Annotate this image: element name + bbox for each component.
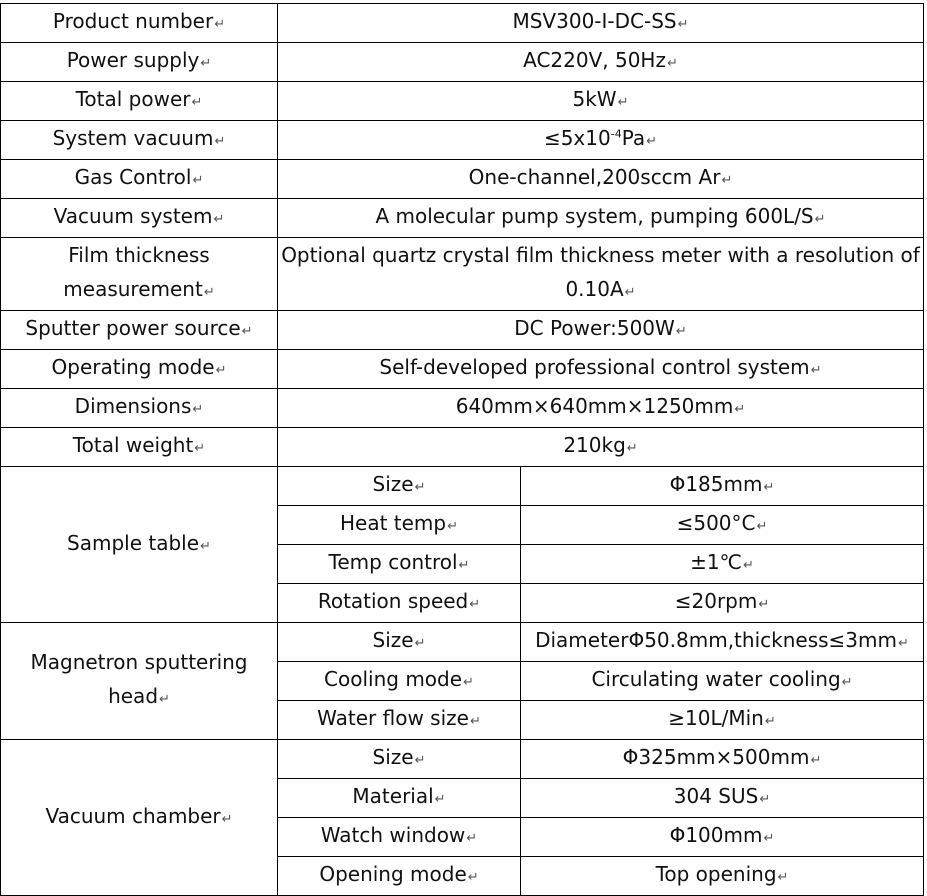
sub-label: Watch window ↵ <box>278 818 521 857</box>
paragraph-mark-icon <box>192 402 203 417</box>
paragraph-mark-icon <box>627 441 638 456</box>
paragraph-mark-icon <box>242 324 253 339</box>
paragraph-mark-icon <box>618 95 629 110</box>
paragraph-mark-icon <box>763 480 774 495</box>
paragraph-mark-icon <box>763 831 774 846</box>
sub-value: Top opening ↵ <box>521 857 924 896</box>
row-value: Self-developed professional control system ↵ <box>278 350 924 389</box>
paragraph-mark-icon <box>815 212 826 227</box>
paragraph-mark-icon <box>743 558 754 573</box>
paragraph-mark-icon <box>159 692 170 707</box>
row-label: Product number ↵ <box>1 4 278 43</box>
row-label: Gas Control ↵ <box>1 160 278 199</box>
sub-value: Φ100mm ↵ <box>521 818 924 857</box>
row-value: MSV300-I-DC-SS ↵ <box>278 4 924 43</box>
paragraph-mark-icon <box>466 831 477 846</box>
sub-label: Heat temp ↵ <box>278 506 521 545</box>
paragraph-mark-icon <box>676 324 687 339</box>
paragraph-mark-icon <box>759 792 770 807</box>
paragraph-mark-icon <box>898 636 909 651</box>
paragraph-mark-icon <box>200 539 211 554</box>
paragraph-mark-icon <box>447 519 458 534</box>
sub-value: Φ325mm×500mm ↵ <box>521 740 924 779</box>
row-label: Film thickness measurement ↵ <box>1 238 278 311</box>
sub-value: 304 SUS ↵ <box>521 779 924 818</box>
sub-label: Rotation speed ↵ <box>278 584 521 623</box>
table-row <box>1 311 924 350</box>
paragraph-mark-icon <box>214 17 225 32</box>
paragraph-mark-icon <box>204 285 215 300</box>
sub-value: ≤20rpm ↵ <box>521 584 924 623</box>
paragraph-mark-icon <box>214 134 225 149</box>
table-row <box>1 121 924 160</box>
paragraph-mark-icon <box>469 597 480 612</box>
paragraph-mark-icon <box>216 363 227 378</box>
table-row <box>1 82 924 121</box>
paragraph-mark-icon <box>734 402 745 417</box>
table-row <box>1 43 924 82</box>
sub-label: Size ↵ <box>278 467 521 506</box>
paragraph-mark-icon <box>810 753 821 768</box>
group-label-vacuum-chamber: Vacuum chamber ↵ <box>1 740 278 896</box>
sub-label: Opening mode ↵ <box>278 857 521 896</box>
paragraph-mark-icon <box>758 597 769 612</box>
paragraph-mark-icon <box>778 870 789 885</box>
row-label: Sputter power source ↵ <box>1 311 278 350</box>
paragraph-mark-icon <box>470 714 481 729</box>
sub-label: Size ↵ <box>278 740 521 779</box>
paragraph-mark-icon <box>415 753 426 768</box>
paragraph-mark-icon <box>415 480 426 495</box>
sub-value: ≥10L/Min ↵ <box>521 701 924 740</box>
sub-label: Cooling mode ↵ <box>278 662 521 701</box>
row-value: 210kg ↵ <box>278 428 924 467</box>
paragraph-mark-icon <box>468 870 479 885</box>
row-label: Total weight ↵ <box>1 428 278 467</box>
row-value: A molecular pump system, pumping 600L/S ↵ <box>278 199 924 238</box>
paragraph-mark-icon <box>678 17 689 32</box>
spec-table <box>0 3 924 896</box>
paragraph-mark-icon <box>459 558 470 573</box>
row-label: Vacuum system ↵ <box>1 199 278 238</box>
sub-label: Size ↵ <box>278 623 521 662</box>
paragraph-mark-icon <box>213 212 224 227</box>
paragraph-mark-icon <box>415 636 426 651</box>
paragraph-mark-icon <box>721 173 732 188</box>
sub-value: DiameterΦ50.8mm,thickness≤3mm ↵ <box>521 623 924 662</box>
table-row <box>1 428 924 467</box>
sub-label: Material ↵ <box>278 779 521 818</box>
row-value: AC220V, 50Hz ↵ <box>278 43 924 82</box>
paragraph-mark-icon <box>463 675 474 690</box>
table-row <box>1 4 924 43</box>
paragraph-mark-icon <box>625 285 636 300</box>
group-label-sample-table: Sample table ↵ <box>1 467 278 623</box>
table-row <box>1 389 924 428</box>
group-label-magnetron-head: Magnetron sputtering head ↵ <box>1 623 278 740</box>
row-label: System vacuum ↵ <box>1 121 278 160</box>
table-row <box>1 238 924 311</box>
paragraph-mark-icon <box>811 363 822 378</box>
paragraph-mark-icon <box>194 441 205 456</box>
table-row <box>1 350 924 389</box>
table-row <box>1 199 924 238</box>
row-label: Operating mode ↵ <box>1 350 278 389</box>
row-label: Total power ↵ <box>1 82 278 121</box>
paragraph-mark-icon <box>191 95 202 110</box>
paragraph-mark-icon <box>222 812 233 827</box>
paragraph-mark-icon <box>667 56 678 71</box>
paragraph-mark-icon <box>765 714 776 729</box>
sub-label: Water flow size ↵ <box>278 701 521 740</box>
paragraph-mark-icon <box>200 56 211 71</box>
row-value: $\le 5x10^{-4}Pa$ ↵ <box>278 121 924 160</box>
sub-value: Circulating water cooling ↵ <box>521 662 924 701</box>
paragraph-mark-icon <box>435 792 446 807</box>
row-label: Power supply ↵ <box>1 43 278 82</box>
table-row <box>1 740 924 779</box>
paragraph-mark-icon <box>842 675 853 690</box>
row-value: 5kW ↵ <box>278 82 924 121</box>
sub-value: ≤500°C ↵ <box>521 506 924 545</box>
sub-value: ±1℃ ↵ <box>521 545 924 584</box>
table-row <box>1 160 924 199</box>
sub-label: Temp control ↵ <box>278 545 521 584</box>
row-value: 640mm×640mm×1250mm ↵ <box>278 389 924 428</box>
sub-value: Φ185mm ↵ <box>521 467 924 506</box>
row-value: DC Power:500W ↵ <box>278 311 924 350</box>
paragraph-mark-icon <box>646 134 657 149</box>
paragraph-mark-icon <box>757 519 768 534</box>
row-value: One-channel,200sccm Ar ↵ <box>278 160 924 199</box>
row-label: Dimensions ↵ <box>1 389 278 428</box>
row-value: Optional quartz crystal film thickness meter with a resolution of 0.10A ↵ <box>278 238 924 311</box>
table-row <box>1 467 924 506</box>
paragraph-mark-icon <box>192 173 203 188</box>
table-row <box>1 623 924 662</box>
